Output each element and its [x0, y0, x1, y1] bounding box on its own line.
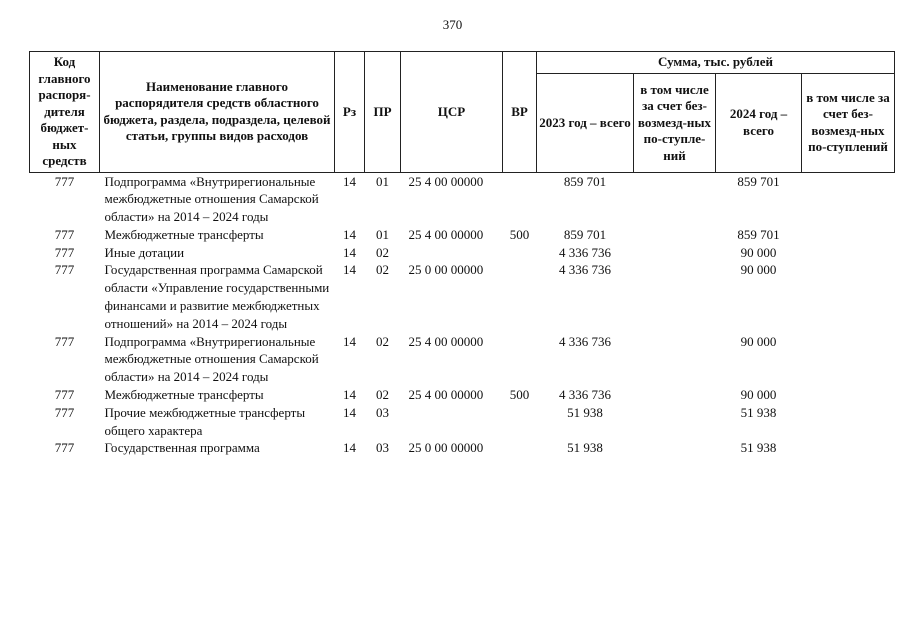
- cell-2023-free: [634, 386, 716, 404]
- table-row: [30, 172, 895, 226]
- cell-pr: 03: [376, 404, 389, 420]
- cell-2023-total: 859 701: [563, 173, 607, 189]
- header-rz: Рз: [335, 52, 365, 173]
- table-row: [30, 386, 895, 404]
- cell-2024-total: 51 938: [740, 440, 777, 456]
- cell-code: 777: [54, 387, 75, 403]
- cell-name: Межбюджетные трансферты: [104, 387, 264, 403]
- cell-2023-free: [634, 404, 716, 440]
- cell-vr: 500: [509, 226, 530, 242]
- cell-rz: 14: [343, 262, 356, 278]
- cell-code: 777: [54, 404, 75, 420]
- header-csr: ЦСР: [401, 52, 503, 173]
- cell-csr: 25 4 00 00000: [408, 226, 484, 242]
- table-row: [30, 261, 895, 332]
- cell-2023-free: [634, 333, 716, 386]
- cell-name: Иные дотации: [104, 244, 185, 260]
- cell-2023-total: 859 701: [563, 226, 607, 242]
- header-2023-total: 2023 год – всего: [537, 74, 634, 173]
- cell-pr: 02: [376, 333, 389, 349]
- cell-2024-total: 90 000: [740, 244, 777, 260]
- table-body: [30, 172, 895, 457]
- cell-rz: 14: [343, 173, 356, 189]
- cell-name: Прочие межбюджетные трансферты общего характера: [104, 404, 306, 438]
- cell-csr: 25 0 00 00000: [408, 262, 484, 278]
- header-2023-free: в том числе за счет без-возмезд-ных по-ступле-ний: [634, 74, 716, 173]
- cell-name: Межбюджетные трансферты: [104, 226, 264, 242]
- cell-vr: [503, 261, 537, 332]
- table-row: [30, 439, 895, 457]
- cell-2023-total: 4 336 736: [559, 333, 611, 349]
- cell-rz: 14: [343, 440, 356, 456]
- header-code: Код главного распоря-дителя бюджет-ных средств: [30, 52, 100, 173]
- cell-2024-free: [802, 404, 895, 440]
- header-name: Наименование главного распорядителя средств областного бюджета, раздела, подраздела, целевой статьи, группы видов расходов: [100, 52, 335, 173]
- cell-csr: [401, 244, 503, 262]
- cell-pr: 02: [376, 387, 389, 403]
- cell-2024-free: [802, 386, 895, 404]
- cell-2023-free: [634, 439, 716, 457]
- cell-code: 777: [54, 226, 75, 242]
- cell-2023-total: 51 938: [567, 404, 603, 420]
- cell-vr: [503, 333, 537, 386]
- page-number: 370: [442, 17, 463, 32]
- cell-2023-free: [634, 226, 716, 244]
- cell-2024-total: 90 000: [740, 333, 777, 349]
- cell-csr: 25 0 00 00000: [408, 440, 484, 456]
- cell-name: Государственная программа Самарской области «Управление государственными финансами и развитие межбюджетных отношений» на 2014 – 2024 годы: [104, 262, 330, 331]
- cell-2023-total: 4 336 736: [559, 387, 611, 403]
- cell-2023-total: 4 336 736: [559, 244, 611, 260]
- cell-2024-total: 51 938: [740, 404, 777, 420]
- cell-code: 777: [54, 262, 75, 278]
- cell-2024-total: 90 000: [740, 262, 777, 278]
- cell-2023-free: [634, 172, 716, 226]
- header-sum: Сумма, тыс. рублей: [537, 52, 895, 74]
- cell-csr: [401, 404, 503, 440]
- header-vr: ВР: [503, 52, 537, 173]
- cell-2024-free: [802, 226, 895, 244]
- cell-rz: 14: [343, 226, 356, 242]
- header-2024-total: 2024 год – всего: [716, 74, 802, 173]
- cell-csr: 25 4 00 00000: [408, 333, 484, 349]
- cell-2024-free: [802, 244, 895, 262]
- cell-pr: 02: [376, 244, 389, 260]
- cell-name: Подпрограмма «Внутрирегиональные межбюджетные отношения Самарской области» на 2014 – 2024 годы: [104, 173, 319, 225]
- table-row: [30, 226, 895, 244]
- cell-vr: [503, 439, 537, 457]
- cell-csr: 25 4 00 00000: [408, 173, 484, 189]
- cell-vr: [503, 244, 537, 262]
- cell-name: Государственная программа: [104, 440, 260, 456]
- header-2024-free: в том числе за счет без-возмезд-ных по-ступлений: [802, 74, 895, 173]
- cell-2024-total: 90 000: [740, 387, 777, 403]
- cell-2023-total: 51 938: [567, 440, 603, 456]
- cell-2023-free: [634, 244, 716, 262]
- cell-code: 777: [54, 333, 75, 349]
- table-row: [30, 244, 895, 262]
- cell-2024-free: [802, 172, 895, 226]
- header-pr: ПР: [365, 52, 401, 173]
- table-row: [30, 333, 895, 386]
- cell-pr: 02: [376, 262, 389, 278]
- cell-2023-total: 4 336 736: [559, 262, 611, 278]
- cell-2024-free: [802, 333, 895, 386]
- cell-2024-total: 859 701: [737, 173, 780, 189]
- table-header: [30, 52, 895, 173]
- cell-name: Подпрограмма «Внутрирегиональные межбюджетные отношения Самарской области» на 2014 – 2024 годы: [104, 333, 319, 385]
- cell-2024-total: 859 701: [737, 226, 780, 242]
- cell-csr: 25 4 00 00000: [408, 387, 484, 403]
- cell-code: 777: [54, 244, 75, 260]
- cell-pr: 03: [376, 440, 389, 456]
- cell-vr: [503, 404, 537, 440]
- cell-code: 777: [54, 440, 75, 456]
- cell-vr: 500: [509, 387, 530, 403]
- cell-2024-free: [802, 261, 895, 332]
- cell-rz: 14: [343, 244, 356, 260]
- cell-2024-free: [802, 439, 895, 457]
- cell-rz: 14: [343, 404, 356, 420]
- cell-vr: [503, 172, 537, 226]
- budget-table: [29, 51, 895, 457]
- cell-code: 777: [54, 173, 75, 189]
- cell-2023-free: [634, 261, 716, 332]
- cell-pr: 01: [376, 226, 389, 242]
- cell-rz: 14: [343, 333, 356, 349]
- table-row: [30, 404, 895, 440]
- cell-rz: 14: [343, 387, 356, 403]
- cell-pr: 01: [376, 173, 389, 189]
